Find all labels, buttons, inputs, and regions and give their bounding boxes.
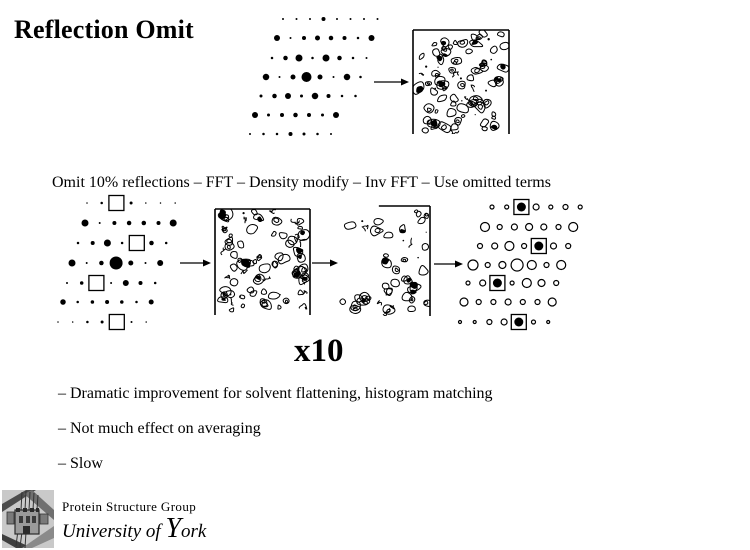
reflection-dot [274,35,280,41]
reflection-dot [300,95,303,98]
reflection-dot [289,132,293,136]
reflection-dot [112,221,116,225]
reflection-dot [72,321,74,323]
reflection-dot [260,95,263,98]
recovered-reflection-dot [534,242,543,251]
reflection-dot [149,241,154,246]
reflection-circle [554,281,559,286]
reflection-dot [323,55,330,62]
reflection-dot [80,281,84,285]
bullet-solvent-flattening: – Dramatic improvement for solvent flattening, histogram matching [58,385,493,402]
reflection-dot [296,55,303,62]
reflection-circle [487,320,492,325]
reflection-dot [101,321,104,324]
reflection-dot [91,300,95,304]
reflection-dot [344,74,351,81]
university-rest: ork [181,521,207,542]
reflection-circle [541,224,547,230]
reflection-circle [535,300,540,305]
reflection-dot [333,76,335,78]
reflection-circle [522,279,531,288]
reflection-dot [104,240,111,247]
reflection-dot [271,57,274,60]
reflection-circle [556,225,561,230]
reflection-dot [145,262,147,264]
reflection-dot [330,133,332,135]
reflection-dot [322,17,326,21]
reflection-circle [476,300,481,305]
reflection-dot [293,113,298,118]
reflection-dot [100,202,103,205]
reflection-circle [557,261,566,270]
reflection-dot [343,36,347,40]
reflection-dot [252,112,258,118]
reflection-dot [123,280,129,286]
reflection-circle [460,298,468,306]
reflection-dot [121,242,124,245]
process-description: Omit 10% reflections – FFT – Density modify – Inv FFT – Use omitted terms [52,174,551,191]
reflection-dot [369,35,375,41]
reflection-dot [86,321,89,324]
reflection-dot [86,262,88,264]
reflection-dot [263,74,270,81]
bullet-averaging: – Not much effect on averaging [58,420,261,437]
reflection-dot [127,221,132,226]
reflection-dot [315,36,320,41]
reflection-circle [481,223,490,232]
reflection-circle [532,320,536,324]
reflection-circle [505,242,514,251]
reflection-dot [130,202,133,205]
reflection-circle [566,244,571,249]
reflection-circle [526,224,533,231]
reflection-dot [290,37,292,39]
reflection-circle [563,205,568,210]
reflection-dot [149,300,154,305]
reflection-dot [276,133,279,136]
reflection-dot [280,113,284,117]
reflection-dot [357,37,360,40]
reflection-circle [578,205,582,209]
reflection-circle [490,205,494,209]
reflection-dot [86,202,88,204]
omitted-reflection-marker [129,236,144,251]
omitted-reflection-marker [89,276,104,291]
reflection-circle [466,281,470,285]
reflection-dot [312,93,319,100]
reflection-dot [57,321,59,323]
reflection-circle [549,205,553,209]
reflection-dot [366,57,368,59]
reflection-circle [499,262,506,269]
reflection-dot [145,202,147,204]
reflection-dot [285,93,291,99]
flow-arrow-1-icon [180,260,211,267]
reflection-circle [538,280,545,287]
reflection-dot [307,113,311,117]
reflection-circle [505,205,509,209]
reflection-dot [302,36,306,40]
reflection-circle [478,244,483,249]
reflection-circle [520,300,525,305]
reflection-dot [66,282,68,284]
reflection-circle [510,281,514,285]
reflection-dot [336,18,338,20]
reflection-circle [459,321,462,324]
reflection-dot [359,76,362,79]
footer-group-name: Protein Structure Group [62,499,197,514]
reflection-dot [352,57,355,60]
reflection-dot [142,221,147,226]
reflection-dot [128,261,133,266]
recovered-reflection-dot [514,318,523,327]
reflection-dot [291,75,296,80]
reflection-dot [157,260,163,266]
reflection-circle [468,260,478,270]
reflection-dot [377,18,379,20]
reflection-dot [316,133,319,136]
reflection-dot [170,220,177,227]
density-contours [413,30,510,135]
reflection-dot [145,321,147,323]
reflection-dot [110,282,112,284]
reflection-dot [341,95,344,98]
reflection-dot [105,300,109,304]
density-contours [340,210,432,317]
reflection-dot [60,299,66,305]
reflection-dot [160,202,162,204]
omitted-reflection-marker [109,315,124,330]
reflection-dot [131,321,133,323]
reflection-dot [249,133,251,135]
initial-density-map [413,30,510,135]
reflection-dot [82,220,89,227]
reflection-dot [262,133,265,136]
reflection-dot [139,281,143,285]
reflection-circle [544,263,549,268]
reflection-dot [267,114,270,117]
reflection-circle [533,204,539,210]
flow-arrow-3-icon [434,261,463,268]
reflection-circle [485,263,490,268]
reflection-dot [318,75,323,80]
reflection-dot [350,18,352,20]
reflection-dot [333,112,339,118]
reflection-circle [551,243,557,249]
recovered-reflection-dot [493,279,502,288]
reflection-circle [511,259,523,271]
omitted-reflection-marker [109,196,124,211]
reflection-dot [282,18,284,20]
reflection-dot [283,56,288,61]
reflection-circle [497,225,502,230]
omitted-reflection-pattern [57,196,176,330]
reflection-dot [120,300,124,304]
reflection-dot [363,18,365,20]
reflection-dot [110,257,123,270]
reflection-dot [296,18,298,20]
multiplier-label: x10 [294,333,344,369]
reflection-circle [473,321,476,324]
reflection-circle [491,300,496,305]
reflection-dot [321,114,324,117]
university-prefix: University of [62,521,166,542]
reflection-dot [91,241,95,245]
university-initial: Y [165,513,182,544]
reflection-circle [505,299,511,305]
reflection-circle [492,243,498,249]
full-reflection-pattern [249,17,379,136]
modified-density-map [340,206,432,316]
density-contours [218,206,310,311]
reflection-dot [354,95,357,98]
reflection-dot [77,242,80,245]
reflection-dot [303,133,306,136]
reflection-circle [480,280,486,286]
reflection-dot [311,57,314,60]
reflection-dot [327,94,331,98]
reflection-dot [135,301,138,304]
reflection-dot [157,221,161,225]
bullet-slow: – Slow [58,455,103,472]
page-title: Reflection Omit [14,15,194,44]
reflection-dot [329,36,334,41]
fft-density-map [215,206,310,315]
flow-arrow-2-icon [312,260,338,267]
reflection-dot [337,56,342,61]
reflection-dot [69,260,76,267]
reflection-dot [99,261,104,266]
reflection-circle [547,321,550,324]
reflection-dot [279,76,281,78]
recovered-reflection-dot [517,203,526,212]
reflection-dot [309,18,311,20]
reflection-circle [511,224,517,230]
reflection-dot [76,301,79,304]
recovered-reflection-pattern [459,200,583,330]
reflection-dot [154,282,157,285]
reflection-dot [174,202,176,204]
reflection-circle [548,298,556,306]
flow-arrow-top-icon [374,79,409,86]
reflection-dot [165,242,168,245]
reflection-dot [99,222,101,224]
reflection-circle [527,261,536,270]
reflection-circle [522,244,527,249]
reflection-dot [302,72,312,82]
reflection-circle [501,319,507,325]
reflection-circle [569,223,578,232]
reflection-dot [272,94,277,99]
